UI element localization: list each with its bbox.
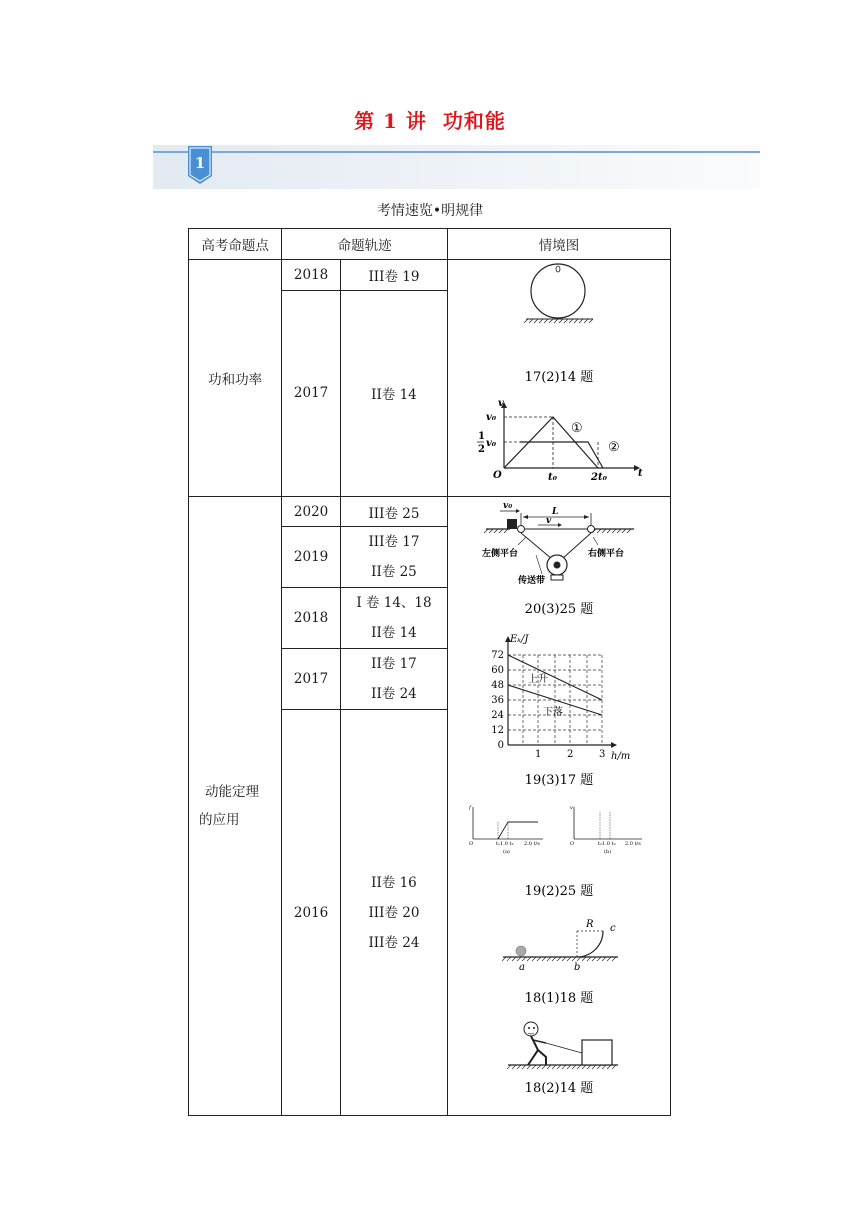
svg-text:v: v — [545, 516, 552, 526]
conveyor-figure — [482, 501, 634, 586]
svg-text:①: ① — [570, 421, 583, 436]
figure-cell-2 — [447, 497, 670, 1116]
section-badge-icon — [187, 146, 213, 186]
svg-text:v₀: v₀ — [485, 438, 497, 449]
header-track: 命题轨迹 — [282, 229, 448, 260]
paper-line: I 卷 14、18 — [356, 595, 432, 611]
paper-line: II卷 24 — [371, 686, 417, 702]
topic-name-line2: 的应用 — [199, 812, 240, 828]
year-cell: 2017 — [282, 290, 341, 496]
svg-text:右侧平台: 右侧平台 — [587, 549, 624, 559]
svg-text:36: 36 — [491, 695, 504, 706]
svg-text:(b): (b) — [603, 849, 612, 855]
figure-group-1 — [448, 260, 670, 492]
paper-line: II卷 17 — [371, 656, 417, 672]
lecture-topic: 功和能 — [442, 109, 506, 133]
svg-text:72: 72 — [491, 650, 504, 661]
paper-line: II卷 16 — [371, 874, 417, 891]
svg-text:2.0 t/s: 2.0 t/s — [624, 841, 641, 847]
svg-text:传送带: 传送带 — [517, 576, 545, 586]
svg-text:O: O — [492, 470, 502, 481]
svg-text:3: 3 — [598, 749, 606, 760]
svg-text:2: 2 — [477, 444, 485, 455]
svg-text:t₀: t₀ — [547, 472, 557, 483]
header-topic: 高考命题点 — [189, 229, 282, 260]
page-title — [0, 105, 860, 134]
figure-caption: 20(3)25 题 — [524, 602, 594, 617]
svg-text:(a): (a) — [502, 849, 510, 855]
svg-text:2.0 t/s: 2.0 t/s — [523, 841, 540, 847]
exam-table — [188, 228, 671, 1116]
table-row — [189, 260, 671, 291]
svg-text:b: b — [573, 962, 581, 973]
svg-text:0: 0 — [497, 740, 504, 751]
year-cell: 2017 — [282, 649, 341, 710]
ek-h-graph-figure — [491, 634, 630, 762]
svg-text:左侧平台: 左侧平台 — [481, 549, 518, 559]
svg-text:L: L — [551, 507, 559, 517]
svg-text:60: 60 — [491, 665, 504, 676]
year-cell: 2018 — [282, 588, 341, 649]
svg-text:t₁1.0 t₂: t₁1.0 t₂ — [495, 841, 514, 847]
paper-cell: II卷 14 — [340, 290, 447, 496]
svg-text:2: 2 — [566, 749, 574, 760]
ball-arc-figure — [502, 919, 618, 973]
svg-text:R: R — [585, 919, 594, 930]
person-pulling-box-figure — [507, 1022, 618, 1069]
figure-caption: 18(1)18 题 — [524, 991, 594, 1006]
svg-text:12: 12 — [491, 725, 504, 736]
paper-line: III卷 20 — [368, 904, 420, 921]
paper-line: II卷 25 — [371, 564, 417, 580]
table-header-row — [189, 229, 671, 260]
svg-text:a: a — [518, 962, 525, 973]
svg-text:v: v — [569, 805, 573, 811]
figure-caption: 18(2)14 题 — [524, 1081, 594, 1096]
year-cell: 2020 — [282, 497, 341, 527]
svg-text:②: ② — [607, 440, 620, 455]
table-row — [189, 497, 671, 527]
svg-text:t: t — [637, 468, 643, 479]
figure-caption: 19(3)17 题 — [524, 773, 594, 788]
svg-text:2t₀: 2t₀ — [590, 472, 607, 483]
header-figure: 情境图 — [447, 229, 670, 260]
svg-text:1: 1 — [477, 431, 485, 442]
small-graphs-figure — [468, 805, 642, 855]
figure-caption: 19(2)25 题 — [524, 884, 594, 899]
paper-cell — [340, 649, 447, 710]
topic-name-line1: 动能定理 — [205, 784, 259, 800]
svg-text:t₁1.0 t₂: t₁1.0 t₂ — [597, 841, 616, 847]
svg-text:O: O — [569, 841, 575, 847]
paper-line: III卷 17 — [368, 534, 420, 550]
paper-cell: III卷 25 — [340, 497, 447, 527]
year-cell: 2016 — [282, 710, 341, 1116]
svg-text:1: 1 — [534, 749, 542, 760]
svg-text:v: v — [497, 398, 504, 409]
loop-track-figure — [524, 264, 593, 323]
paper-cell: III卷 19 — [340, 260, 447, 291]
paper-line: II卷 14 — [371, 625, 417, 641]
svg-text:24: 24 — [491, 710, 504, 721]
paper-line: III卷 24 — [368, 934, 420, 951]
svg-text:O: O — [468, 841, 474, 847]
section-number: 1 — [194, 154, 206, 172]
topic-kinetic-energy — [189, 497, 282, 1116]
figure-group-2 — [448, 497, 670, 1111]
svg-text:h/m: h/m — [610, 751, 631, 762]
paper-cell — [340, 710, 447, 1116]
svg-text:上升: 上升 — [527, 674, 548, 685]
lecture-number: 第 1 讲 — [354, 109, 427, 133]
year-cell: 2019 — [282, 527, 341, 588]
paper-cell — [340, 527, 447, 588]
topic-work-power: 功和功率 — [189, 260, 282, 497]
svg-text:v₀: v₀ — [485, 412, 497, 423]
vt-graph-figure — [477, 398, 643, 483]
year-cell: 2018 — [282, 260, 341, 291]
svg-text:f: f — [468, 805, 471, 811]
svg-text:下落: 下落 — [542, 707, 563, 718]
figure-caption: 17(2)14 题 — [524, 370, 594, 385]
svg-text:v₀: v₀ — [502, 501, 513, 511]
paper-cell — [340, 588, 447, 649]
section-title: 考情速览•明规律 — [376, 203, 484, 219]
figure-cell-1 — [447, 260, 670, 497]
section-banner — [153, 145, 760, 189]
svg-text:Eₖ/J: Eₖ/J — [509, 634, 529, 645]
svg-text:c: c — [609, 923, 616, 934]
svg-text:48: 48 — [491, 680, 504, 691]
